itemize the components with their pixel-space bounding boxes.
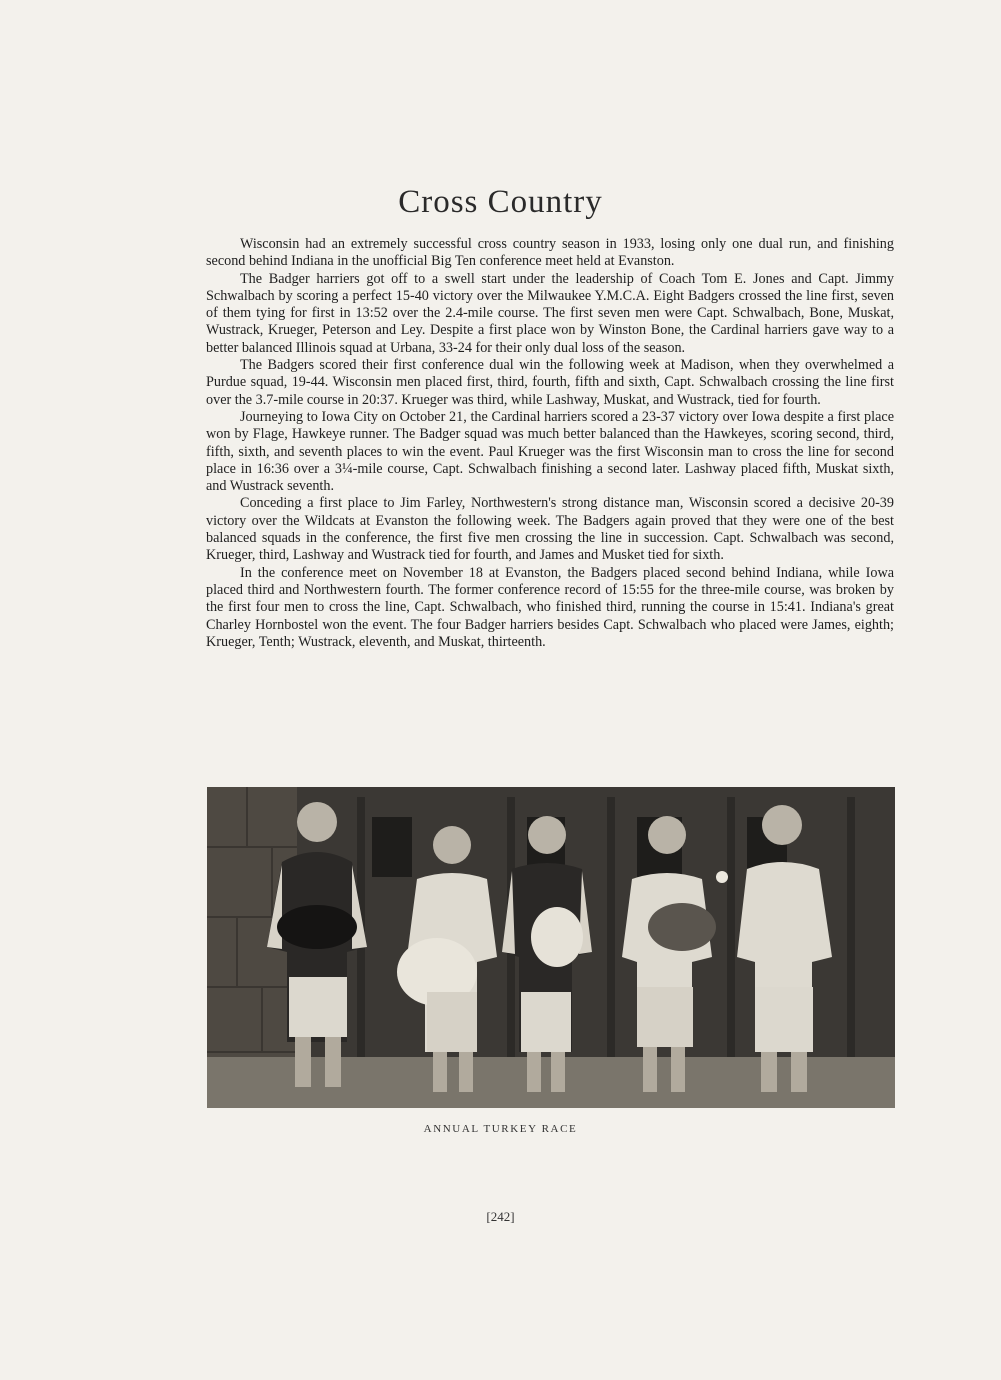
paragraph: Journeying to Iowa City on October 21, the Cardinal harriers scored a 23-37 victory over Iowa despite a first place won by Flage, Hawkeye runner. The Badger squad was much better balanced than the Hawkeyes, scoring second, third, fifth, sixth, and seventh places to win the event. Paul Krueger was the first Wisconsin man to cross the line for second place in 16:36 over a 3¼-mile course, Capt. Schwalbach finishing a second later. Lashway placed fifth, Muskat sixth, and Wustrack seventh.	[206, 408, 894, 495]
paragraph: The Badger harriers got off to a swell start under the leadership of Coach Tom E. Jones and Capt. Jimmy Schwalbach by scoring a perfect 15-40 victory over the Milwaukee Y.M.C.A. Eight Badgers crossed the line first, seven of them tying for first in 13:52 over the 2.4-mile course. The first seven men were Capt. Schwalbach, Bone, Muskat, Wustrack, Krueger, Peterson and Ley. Despite a first place won by Winston Bone, the Cardinal harriers gave way to a better balanced Illinois squad at Urbana, 33-24 for their only dual loss of the season.	[206, 270, 894, 356]
page-title: Cross Country	[398, 184, 603, 220]
paragraph: Conceding a first place to Jim Farley, Northwestern's strong distance man, Wisconsin scored a decisive 20-39 victory over the Wildcats at Evanston the following week. The Badgers again proved that they were one of the best balanced squads in the conference, the first five men crossing the line in succession. Capt. Schwalbach was second, Krueger, third, Lashway and Wustrack tied for fourth, and James and Musket tied for sixth.	[206, 495, 894, 564]
team-photo	[207, 787, 895, 1108]
photo-caption: ANNUAL TURKEY RACE	[423, 1123, 578, 1135]
paragraph: Wisconsin had an extremely successful cross country season in 1933, losing only one dual run, and finishing second behind Indiana in the unofficial Big Ten conference meet held at Evanston.	[206, 236, 894, 270]
page-number: [242]	[486, 1209, 515, 1224]
article-body	[206, 236, 894, 651]
paragraph: The Badgers scored their first conference dual win the following week at Madison, when they overwhelmed a Purdue squad, 19-44. Wisconsin men placed first, third, fourth, fifth and sixth, Capt. Schwalbach crossing the line first over the 3.7-mile course in 20:37. Krueger was third, while Lashway, Muskat, and Wustrack, tied for fourth.	[206, 357, 894, 408]
team-photo-illustration	[207, 787, 895, 1108]
paragraph: In the conference meet on November 18 at Evanston, the Badgers placed second behind Indiana, while Iowa placed third and Northwestern fourth. The former conference record of 15:55 for the three-mile course, was broken by the first four men to cross the line, Capt. Schwalbach, who finished third, running the course in 15:41. Indiana's great Charley Hornbostel won the event. The four Badger harriers besides Capt. Schwalbach who placed were James, eighth; Krueger, Tenth; Wustrack, eleventh, and Muskat, thirteenth.	[206, 564, 894, 650]
